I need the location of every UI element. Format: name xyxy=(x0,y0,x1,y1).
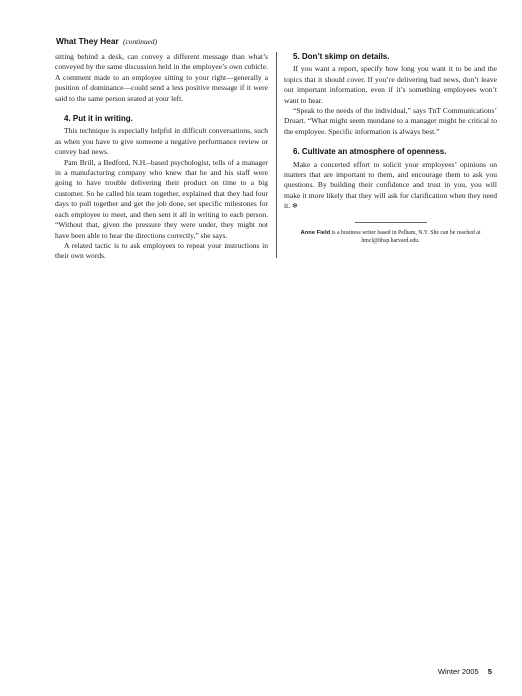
body-paragraph: sitting behind a desk, can convey a different message than what’s conveyed by the same discussion held in the employee’s own cubicle. A comment made to an employee sitting to your right—generally a position of dominance—could send a less positive message if it were said to the same person seated at your left. xyxy=(55,52,268,103)
author-name: Anne Field xyxy=(300,229,331,236)
body-paragraph xyxy=(284,160,497,212)
section-heading-5: 5. Don’t skimp on details. xyxy=(293,52,390,61)
running-head-title: What They Hear xyxy=(56,36,119,46)
body-paragraph: A related tactic is to ask employees to repeat your instructions in their own words. xyxy=(55,240,268,261)
body-paragraph: This technique is especially helpful in difficult conversations, such as when you have to give someone a negative performance review or convey bad news. xyxy=(55,126,268,157)
body-paragraph: “Speak to the needs of the individual,” says TnT Communications’ Druart. “What might seem mundane to a manager might be critical to the employee. Specific information is always best.” xyxy=(284,106,497,136)
issue-label: Winter 2005 xyxy=(437,667,479,676)
bio-divider xyxy=(355,222,427,223)
page-number: 5 xyxy=(487,667,492,676)
page-footer xyxy=(438,667,492,676)
author-bio xyxy=(294,229,487,246)
left-column xyxy=(55,52,268,262)
column-divider xyxy=(276,52,277,258)
running-head-continued: (continued) xyxy=(123,37,158,46)
right-column xyxy=(284,52,497,246)
body-paragraph: If you want a report, specify how long you want it to be and the topics that it should cover. If you’re delivering bad news, don’t leave out important information, even if it’s something employees won’t want to hear. xyxy=(284,64,497,105)
author-bio-text: is a business writer based in Pelham, N.Y. She can be reached at hmcl@hbsp.harvard.edu. xyxy=(330,229,481,245)
running-head xyxy=(56,36,157,46)
body-paragraph: Pam Brill, a Bedford, N.H.–based psychologist, tells of a manager in a manufacturing company who knew that he and his staff were going to have trouble delivering their product on time to a big customer. So he called his team together, explained that they had four days to pull together and get the job done, set specific milestones for each employee to meet, and then sent it all in writing to each person. “Without that, given the pressure they were under, they might not have been able to hear the directions correctly,” she says. xyxy=(55,157,268,240)
closing-paragraph-text: Make a concerted effort to solicit your employees’ opinions on matters that are important to them, and encourage them to ask you questions. By building their confidence and trust in you, you will make it more likely that they will ask for clarification when they need it. xyxy=(284,159,497,211)
end-mark-icon: ❄ xyxy=(291,202,298,211)
section-heading-6: 6. Cultivate an atmosphere of openness. xyxy=(293,147,447,157)
section-heading-4: 4. Put it in writing. xyxy=(64,114,133,124)
